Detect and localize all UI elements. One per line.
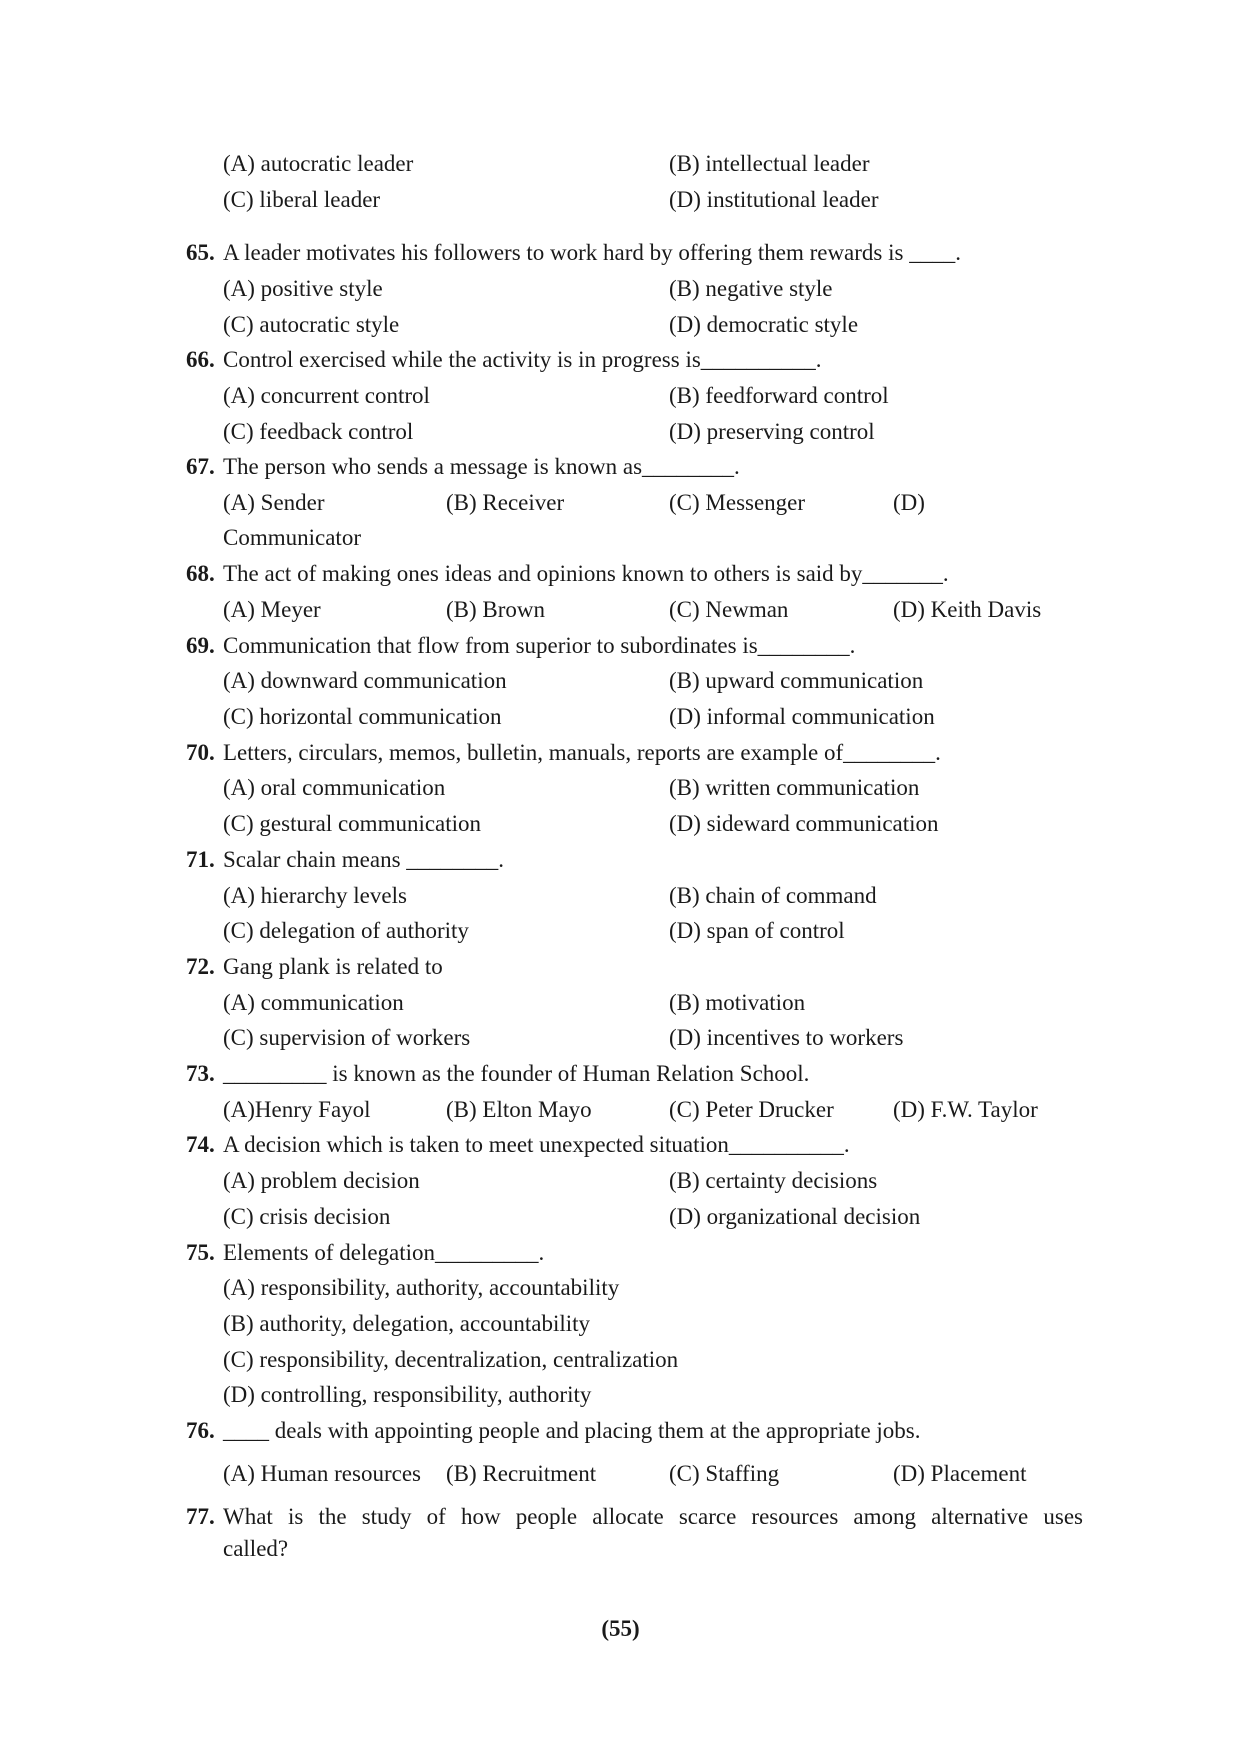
option-c: (C) Newman [669,597,789,622]
option-d: (D) sideward communication [669,811,939,836]
option-b: (B) Receiver [446,490,565,515]
option-c: (C) responsibility, decentralization, centralization [223,1347,679,1372]
option-a: (A) concurrent control [223,383,430,408]
option-a: (A) positive style [223,276,383,301]
question-text: Scalar chain means ________. [223,847,505,872]
question-text: The act of making ones ideas and opinions known to others is said by_______. [223,561,949,586]
option-a: (A) hierarchy levels [223,883,407,908]
option-b: (B) certainty decisions [669,1168,878,1193]
question-number: 73. [186,1061,215,1086]
option-d: (D) span of control [669,918,845,943]
question-number: 71. [186,847,215,872]
question-number: 66. [186,347,215,372]
option-d: (D) informal communication [669,704,935,729]
option-b: (B) written communication [669,775,920,800]
option-b: (B) Recruitment [446,1461,597,1486]
option-d: (D) organizational decision [669,1204,921,1229]
option-a: (A) oral communication [223,775,446,800]
option-a: (A) problem decision [223,1168,420,1193]
option-c: (C) gestural communication [223,811,482,836]
option-a: (A) responsibility, authority, accountability [223,1275,620,1300]
option-b: (B) Brown [446,597,546,622]
option-b: (B) upward communication [669,668,924,693]
option-c: (C) feedback control [223,419,414,444]
option-d: (D) incentives to workers [669,1025,904,1050]
option-c: (C) Messenger [669,490,806,515]
option-a: (A) autocratic leader [223,151,414,176]
option-a: (A) Human resources [223,1461,421,1486]
question-number: 65. [186,240,215,265]
option-d: (D) controlling, responsibility, authority [223,1382,592,1407]
question-number: 77. [186,1504,215,1529]
option-b: (B) feedforward control [669,383,889,408]
question-number: 69. [186,633,215,658]
option-d: (D) democratic style [669,312,859,337]
option-d: (D) Keith Davis [893,597,1042,622]
option-d: (D) preserving control [669,419,875,444]
option-a: (A) Sender [223,490,325,515]
option-c: (C) liberal leader [223,187,381,212]
option-b: (B) negative style [669,276,833,301]
option-b: (B) motivation [669,990,806,1015]
question-number: 76. [186,1418,215,1443]
option-a: (A) downward communication [223,668,507,693]
question-text: _________ is known as the founder of Human Relation School. [223,1061,810,1086]
question-text: Communication that flow from superior to subordinates is________. [223,633,856,658]
question-text: Control exercised while the activity is in progress is__________. [223,347,822,372]
option-d: (D) [893,490,925,515]
option-c: (C) autocratic style [223,312,400,337]
question-number: 68. [186,561,215,586]
option-c: (C) Peter Drucker [669,1097,834,1122]
option-a: (A) communication [223,990,404,1015]
question-text: ____ deals with appointing people and placing them at the appropriate jobs. [223,1418,921,1443]
option-d: (D) institutional leader [669,187,879,212]
question-text: What is the study of how people allocate scarce resources among alternative uses [223,1504,1083,1529]
option-d-continued: Communicator [223,525,361,550]
option-c: (C) Staffing [669,1461,780,1486]
option-d: (D) F.W. Taylor [893,1097,1038,1122]
option-d: (D) Placement [893,1461,1027,1486]
question-text: Gang plank is related to [223,954,443,979]
question-text-continued: called? [223,1536,289,1561]
question-number: 72. [186,954,215,979]
option-c: (C) supervision of workers [223,1025,471,1050]
question-text: A decision which is taken to meet unexpected situation__________. [223,1132,850,1157]
question-number: 67. [186,454,215,479]
option-a: (A) Meyer [223,597,321,622]
question-number: 75. [186,1240,215,1265]
page-number: (55) [601,1616,640,1641]
option-c: (C) crisis decision [223,1204,391,1229]
question-text: Letters, circulars, memos, bulletin, manuals, reports are example of________. [223,740,941,765]
question-text: The person who sends a message is known as________. [223,454,740,479]
option-b: (B) intellectual leader [669,151,870,176]
question-number: 74. [186,1132,215,1157]
option-a: (A)Henry Fayol [223,1097,371,1122]
question-text: Elements of delegation_________. [223,1240,545,1265]
option-b: (B) authority, delegation, accountability [223,1311,591,1336]
option-c: (C) delegation of authority [223,918,469,943]
question-text: A leader motivates his followers to work hard by offering them rewards is ____. [223,240,961,265]
question-number: 70. [186,740,215,765]
option-b: (B) Elton Mayo [446,1097,592,1122]
option-c: (C) horizontal communication [223,704,502,729]
option-b: (B) chain of command [669,883,877,908]
